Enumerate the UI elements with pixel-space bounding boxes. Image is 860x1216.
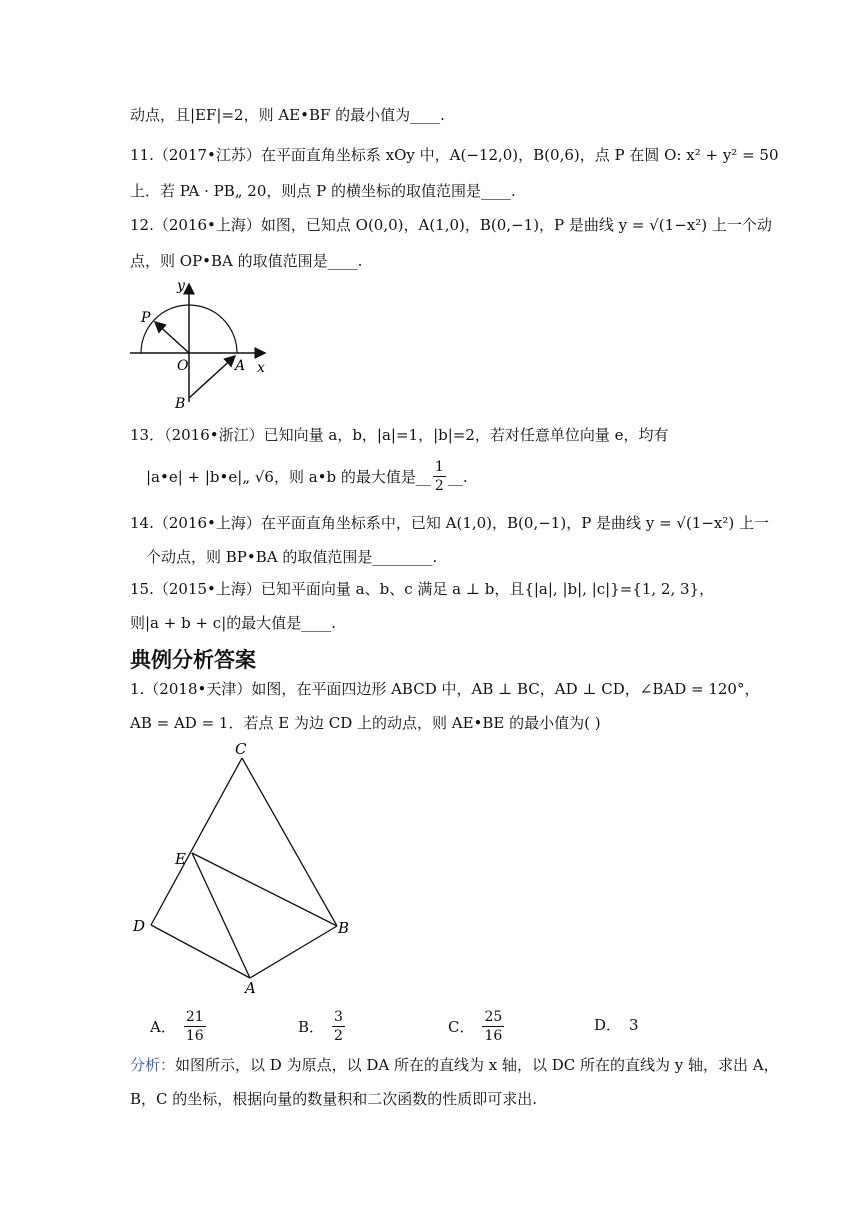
segment-ea xyxy=(192,853,250,978)
problem-12-line-2: 点，则 OP•BA 的取值范围是____. xyxy=(130,252,363,270)
option-b-denominator: 2 xyxy=(334,1028,343,1044)
label-y: y xyxy=(177,278,185,294)
label-p: P xyxy=(141,310,151,326)
analysis-line-2: B，C 的坐标，根据向量的数量积和二次函数的性质即可求出. xyxy=(130,1090,538,1108)
problem-14-line-2: 个动点，则 BP•BA 的取值范围是________. xyxy=(146,548,438,566)
label-a-vertex: A xyxy=(245,979,256,997)
semicircle-figure xyxy=(125,276,275,411)
vector-op xyxy=(155,322,189,353)
option-a xyxy=(150,1008,206,1045)
quadrilateral-figure xyxy=(125,740,365,1000)
analysis-line-1 xyxy=(130,1054,779,1076)
option-a-label: A． xyxy=(150,1018,176,1036)
answer-denominator: 2 xyxy=(434,478,444,494)
segment-eb xyxy=(192,853,337,926)
option-c xyxy=(448,1008,504,1045)
edge-dc xyxy=(151,758,242,925)
problem-11-line-2: 上．若 PA · PB„ 20，则点 P 的横坐标的取值范围是____. xyxy=(130,182,516,200)
section-heading: 典例分析答案 xyxy=(130,648,256,672)
analysis-label: 分析： xyxy=(130,1056,176,1074)
problem-11-line-1: 11.（2017•江苏）在平面直角坐标系 xOy 中，A(−12,0)，B(0,6)，点 P 在圆 O: x² + y² = 50 xyxy=(130,146,779,164)
option-b xyxy=(298,1008,345,1045)
option-c-label: C． xyxy=(448,1018,475,1036)
edge-ad xyxy=(151,925,250,978)
option-a-denominator: 16 xyxy=(185,1028,204,1044)
label-a: A xyxy=(235,358,246,374)
option-a-fraction xyxy=(184,1008,206,1045)
example-1-line-2: AB = AD = 1．若点 E 为边 CD 上的动点，则 AE•BE 的最小值为( ) xyxy=(130,714,601,732)
answer-numerator: 1 xyxy=(434,459,444,475)
option-c-numerator: 25 xyxy=(484,1009,503,1025)
analysis-text-1: 如图所示，以 D 为原点，以 DA 所在的直线为 x 轴，以 DC 所在的直线为 y 轴，求出 A， xyxy=(175,1056,779,1074)
label-e: E xyxy=(175,850,186,868)
problem-15-line-1: 15.（2015•上海）已知平面向量 a、b、c 满足 a ⊥ b，且{|a|, |b|, |c|}={1, 2, 3}， xyxy=(130,580,715,598)
problem-13-line-2 xyxy=(146,458,468,495)
problem-13-tail: __. xyxy=(447,467,468,486)
problem-15-line-2: 则|a + b + c|的最大值是____. xyxy=(130,614,337,632)
label-b-vertex: B xyxy=(338,919,350,937)
label-d: D xyxy=(133,917,146,935)
label-o: O xyxy=(177,358,189,374)
text-line: 动点，且|EF|=2，则 AE•BF 的最小值为____. xyxy=(130,106,445,124)
label-x: x xyxy=(257,360,265,376)
label-b: B xyxy=(175,396,186,411)
label-c: C xyxy=(235,740,247,758)
option-b-fraction xyxy=(332,1008,345,1045)
example-1-line-1: 1.（2018•天津）如图，在平面四边形 ABCD 中，AB ⊥ BC，AD ⊥ CD，∠BAD = 120°， xyxy=(130,680,760,698)
option-d-label: D． xyxy=(594,1016,622,1034)
option-c-fraction xyxy=(482,1008,504,1045)
problem-14-line-1: 14.（2016•上海）在平面直角坐标系中，已知 A(1,0)，B(0,−1)，P 是曲线 y = √(1−x²) 上一 xyxy=(130,514,770,532)
problem-12-line-1: 12.（2016•上海）如图，已知点 O(0,0)，A(1,0)，B(0,−1)，P 是曲线 y = √(1−x²) 上一个动 xyxy=(130,216,772,234)
edge-ba xyxy=(250,926,337,978)
option-d-value: 3 xyxy=(629,1015,639,1034)
option-b-numerator: 3 xyxy=(334,1009,343,1025)
problem-13-text: |a•e| + |b•e|„ √6，则 a•b 的最大值是__ xyxy=(146,467,431,486)
edge-cb xyxy=(242,758,337,926)
problem-13-line-1: 13．（2016•浙江）已知向量 a，b，|a|=1，|b|=2，若对任意单位向量 e，均有 xyxy=(130,426,669,444)
vector-ba xyxy=(189,356,235,398)
option-c-denominator: 16 xyxy=(484,1028,503,1044)
option-a-numerator: 21 xyxy=(185,1009,204,1025)
option-b-label: B． xyxy=(298,1018,325,1036)
answer-fraction xyxy=(433,458,446,495)
option-d xyxy=(594,1014,639,1035)
